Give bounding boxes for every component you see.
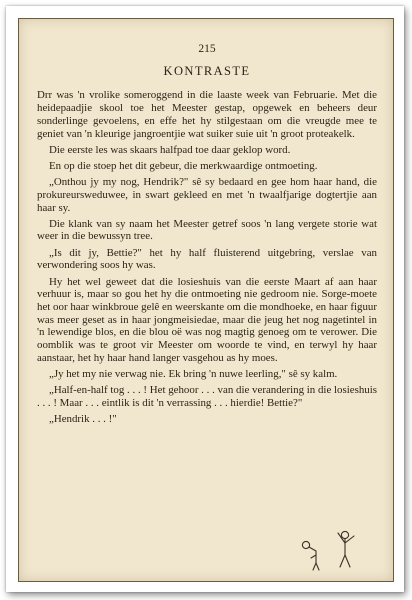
paragraph: „Onthou jy my nog, Hendrik?" sê sy bedaard en gee hom haar hand, die prokureursweduwee, in swart gekleed en met 'n twaalfjarige dogtertjie aan haar sy. [37, 176, 377, 214]
paragraph: Die eerste les was skaars halfpad toe daar geklop word. [49, 143, 291, 156]
paragraph: „Hendrik . . . !" [49, 413, 117, 426]
chapter-title: KONTRASTE [163, 63, 251, 78]
photo-frame [6, 6, 404, 592]
page-content [37, 43, 377, 429]
page-number: 215 [198, 43, 216, 55]
paragraph: Hy het wel geweet dat die losieshuis van die eerste Maart af aan haar verhuur is, maar so gou het hy die ontmoeting nie gedroom nie. Sorge-moete het oor haar winkbroue gelê en weerskante om die mondhoeke, en haar figuur was meer geset as in haar jongmeisiedae, maar die jeug het nog nagetintel in 'n lewendige blos, en die blou oë was nog magtig genoeg om te verower. Die oomblik was te groot vir Meester om woorde te vind, en terwyl hy haar aanstaar, het hy haar hand langer vasgehou as hy moes. [37, 275, 377, 364]
paragraph: En op die stoep het dit gebeur, die merkwaardige ontmoeting. [49, 159, 318, 172]
stick-figure-doodle [297, 525, 367, 577]
paragraph: „Is dit jy, Bettie?" het hy half fluisterend uitgebring, verslae van verwondering soos hy was. [37, 246, 377, 272]
paragraph: „Jy het my nie verwag nie. Ek bring 'n nuwe leerling," sê sy kalm. [49, 367, 338, 380]
paragraph: Drr was 'n vrolike someroggend in die laaste week van Februarie. Met die heidepaadjie skool toe het Meester gestap, opgewek en beheers deur sonderlinge gevoelens, en effe het hy stilgestaan om die vreugde mee te geniet van 'n kleurige jangroentjie wat suiker suie uit 'n groot proteakelk. [37, 89, 377, 140]
paragraph: „Half-en-half tog . . . ! Het gehoor . . . van die verandering in die losieshuis . . . ! Maar . . . eintlik is dit 'n verrassing . . . hierdie! Bettie?" [37, 384, 377, 409]
paragraph: Die klank van sy naam het Meester getref soos 'n lang vergete storie wat weer in die bewussyn tree. [37, 217, 377, 243]
book-page [18, 18, 394, 582]
